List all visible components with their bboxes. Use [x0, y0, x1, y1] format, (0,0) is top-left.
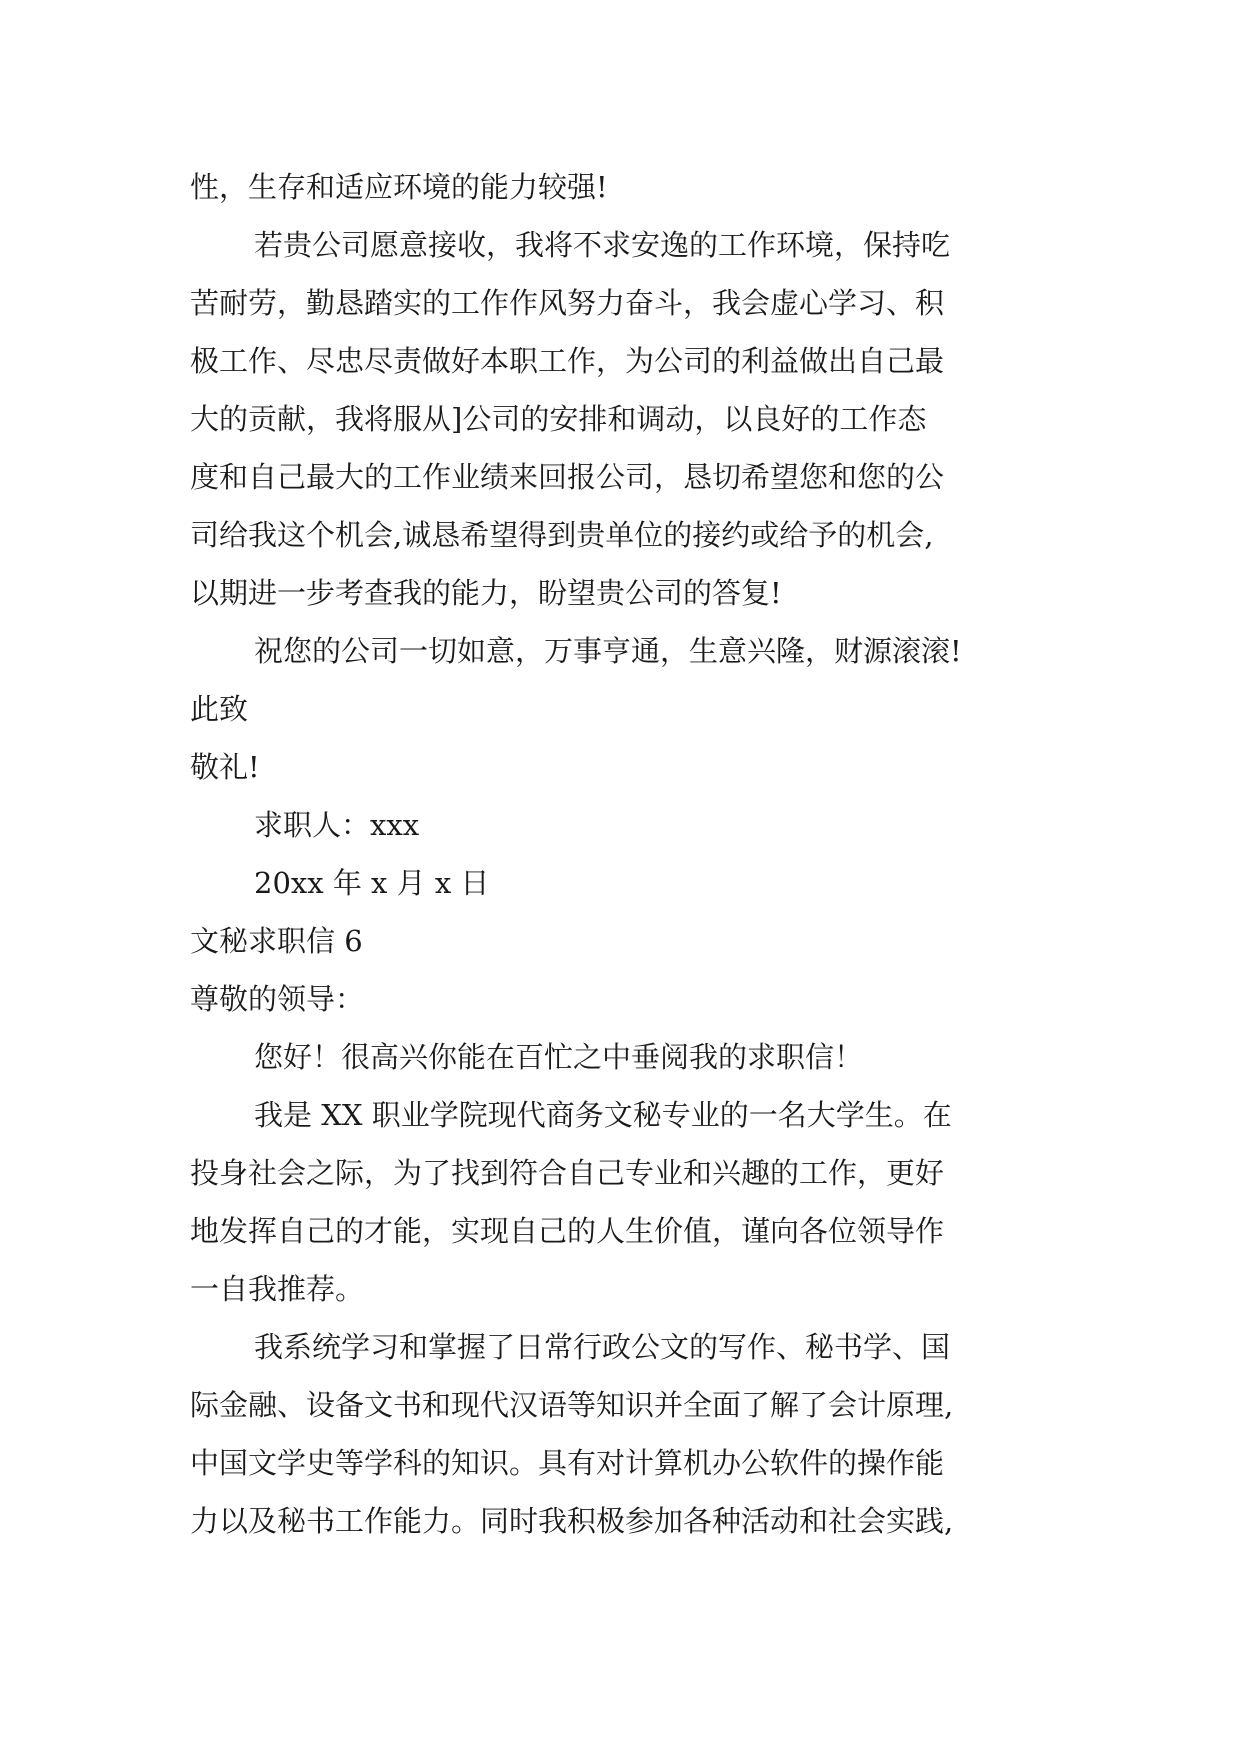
- text-line: 力以及秘书工作能力。同时我积极参加各种活动和社会实践,: [190, 1504, 954, 1538]
- text-line: 若贵公司愿意接收，我将不求安逸的工作环境，保持吃: [254, 228, 951, 262]
- text-line: 大的贡献，我将服从]公司的安排和调动，以良好的工作态: [190, 402, 927, 436]
- text-line: 求职人：xxx: [254, 808, 420, 842]
- text-line: 敬礼!: [190, 750, 260, 784]
- letter-body: [190, 158, 1050, 1550]
- text-line: 度和自己最大的工作业绩来回报公司，恳切希望您和您的公: [190, 460, 945, 494]
- text-line: 极工作、尽忠尽责做好本职工作，为公司的利益做出自己最: [190, 344, 945, 378]
- text-line: 文秘求职信 6: [190, 924, 363, 958]
- text-line: 尊敬的领导：: [190, 982, 365, 1016]
- text-line: 以期进一步考查我的能力，盼望贵公司的答复!: [190, 576, 782, 610]
- text-line: 您好！很高兴你能在百忙之中垂阅我的求职信！: [254, 1040, 864, 1074]
- text-line: 性，生存和适应环境的能力较强!: [190, 170, 608, 204]
- text-line: 我是 XX 职业学院现代商务文秘专业的一名大学生。在: [254, 1098, 952, 1132]
- text-line: 一自我推荐。: [190, 1272, 365, 1306]
- text-line: 地发挥自己的才能，实现自己的人生价值，谨向各位领导作: [190, 1214, 945, 1248]
- text-line: 祝您的公司一切如意，万事亨通，生意兴隆，财源滚滚!: [254, 634, 962, 668]
- text-line: 司给我这个机会,诚恳希望得到贵单位的接约或给予的机会,: [190, 518, 934, 552]
- text-line: 投身社会之际，为了找到符合自己专业和兴趣的工作，更好: [190, 1156, 945, 1190]
- text-line: 我系统学习和掌握了日常行政公文的写作、秘书学、国: [254, 1330, 951, 1364]
- text-line: 际金融、设备文书和现代汉语等知识并全面了解了会计原理,: [190, 1388, 954, 1422]
- text-line: 苦耐劳，勤恳踏实的工作作风努力奋斗，我会虚心学习、积: [190, 286, 945, 320]
- text-line: 此致: [190, 692, 249, 726]
- text-line: 中国文学史等学科的知识。具有对计算机办公软件的操作能: [190, 1446, 945, 1480]
- text-line: 20xx 年 x 月 x 日: [254, 866, 490, 900]
